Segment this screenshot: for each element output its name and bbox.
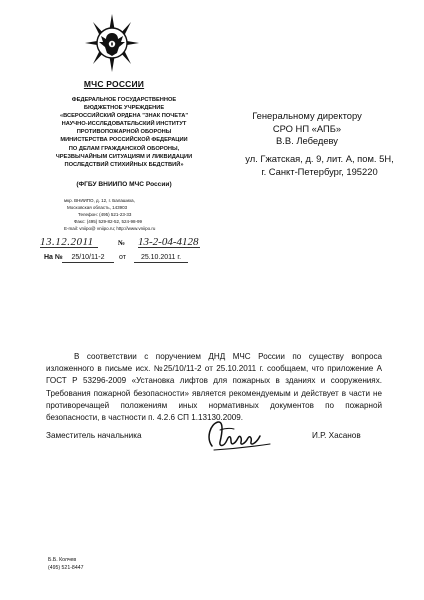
handwritten-number: 13-2-04-4128 (138, 236, 199, 248)
address-city: г. Санкт-Петербург, 195220 (261, 165, 378, 177)
org-full-line: ПОСЛЕДСТВИЙ СТИХИЙНЫХ БЕДСТВИЙ» (64, 161, 184, 168)
signatory-name: И.Р. Хасанов (312, 431, 361, 440)
date-underline (40, 247, 98, 248)
org-full-line: ПРОТИВОПОЖАРНОЙ ОБОРОНЫ (76, 129, 172, 136)
contact-email-web: E-mail: vniipo@ vniipo.ru; http://www.vniipo.ru (64, 225, 156, 231)
org-full-line: БЮДЖЕТНОЕ УЧРЕЖДЕНИЕ (83, 105, 165, 112)
mchs-eagle-emblem-icon (85, 14, 139, 72)
ref-label: На № (44, 254, 63, 261)
org-full-line: МИНИСТЕРСТВА РОССИЙСКОЙ ФЕДЕРАЦИИ (60, 137, 188, 144)
outgoing-registration (40, 236, 200, 250)
ref-date: 25.10.2011 г. (134, 254, 188, 263)
contact-address-line: мкр. ВНИИПО, д. 12, г. Балашиха, (64, 198, 135, 203)
contact-block (64, 198, 214, 233)
executor-phone: (495) 521-8447 (48, 565, 84, 571)
org-full-name (44, 96, 204, 169)
org-full-line: ФЕДЕРАЛЬНОЕ ГОСУДАРСТВЕННОЕ (71, 97, 177, 103)
addressee-block (232, 110, 382, 148)
ref-from-label: от (119, 254, 126, 261)
letter-body: В соответствии с поручением ДНД МЧС России по существу вопроса изложенного в письме исх. №25/10/11-2 от 25.10.2011 г. сообщаем, что приложение А ГОСТ Р 53296-2009 «Установка лифтов для пожарных в зданиях и сооружениях. Требования пожарной безопасности» является рекомендуемым и действует в части не противоречащей положениям иных нормативных документов по пожарной безопасности, в частности п. 4.2.6 СП 1.13130.2009. (46, 352, 382, 423)
org-full-line: ЧРЕЗВЫЧАЙНЫМ СИТУАЦИЯМ И ЛИКВИДАЦИИ (55, 153, 193, 160)
addressee-organization: СРО НП «АПБ» (272, 122, 342, 134)
org-full-line: НАУЧНО-ИССЛЕДОВАТЕЛЬСКИЙ ИНСТИТУТ (61, 121, 187, 128)
contact-fax: Факс: (495) 529-82-52, 524-98-99 (74, 218, 142, 224)
number-underline (138, 247, 200, 248)
signatory-title: Заместитель начальника (46, 431, 142, 440)
address-street: ул. Гжатская, д. 9, лит. А, пом. 5Н, (245, 153, 394, 164)
addressee-address (232, 153, 407, 178)
org-full-line: «ВСЕРОССИЙСКИЙ ОРДЕНА "ЗНАК ПОЧЕТА" (59, 113, 189, 120)
contact-region-line: Московская область, 143903 (67, 204, 128, 210)
ref-number: 25/10/11-2 (62, 254, 114, 263)
org-abbreviation: (ФГБУ ВНИИПО МЧС России) (76, 181, 172, 188)
executor-block (48, 556, 83, 572)
number-label: № (118, 239, 126, 247)
executor-name: Б.Б. Колчев (48, 557, 77, 563)
contact-phone: Телефон: (495) 521-23-33 (78, 211, 132, 217)
org-full-line: ПО ДЕЛАМ ГРАЖДАНСКОЙ ОБОРОНЫ, (68, 145, 180, 152)
reference-line (44, 254, 244, 266)
handwritten-signature-icon (200, 416, 284, 456)
handwritten-date: 13.12.2011 (40, 236, 94, 248)
addressee-name: В.В. Лебедеву (276, 135, 338, 146)
addressee-position: Генеральному директору (252, 110, 362, 121)
org-short-name: МЧС РОССИИ (83, 79, 145, 89)
